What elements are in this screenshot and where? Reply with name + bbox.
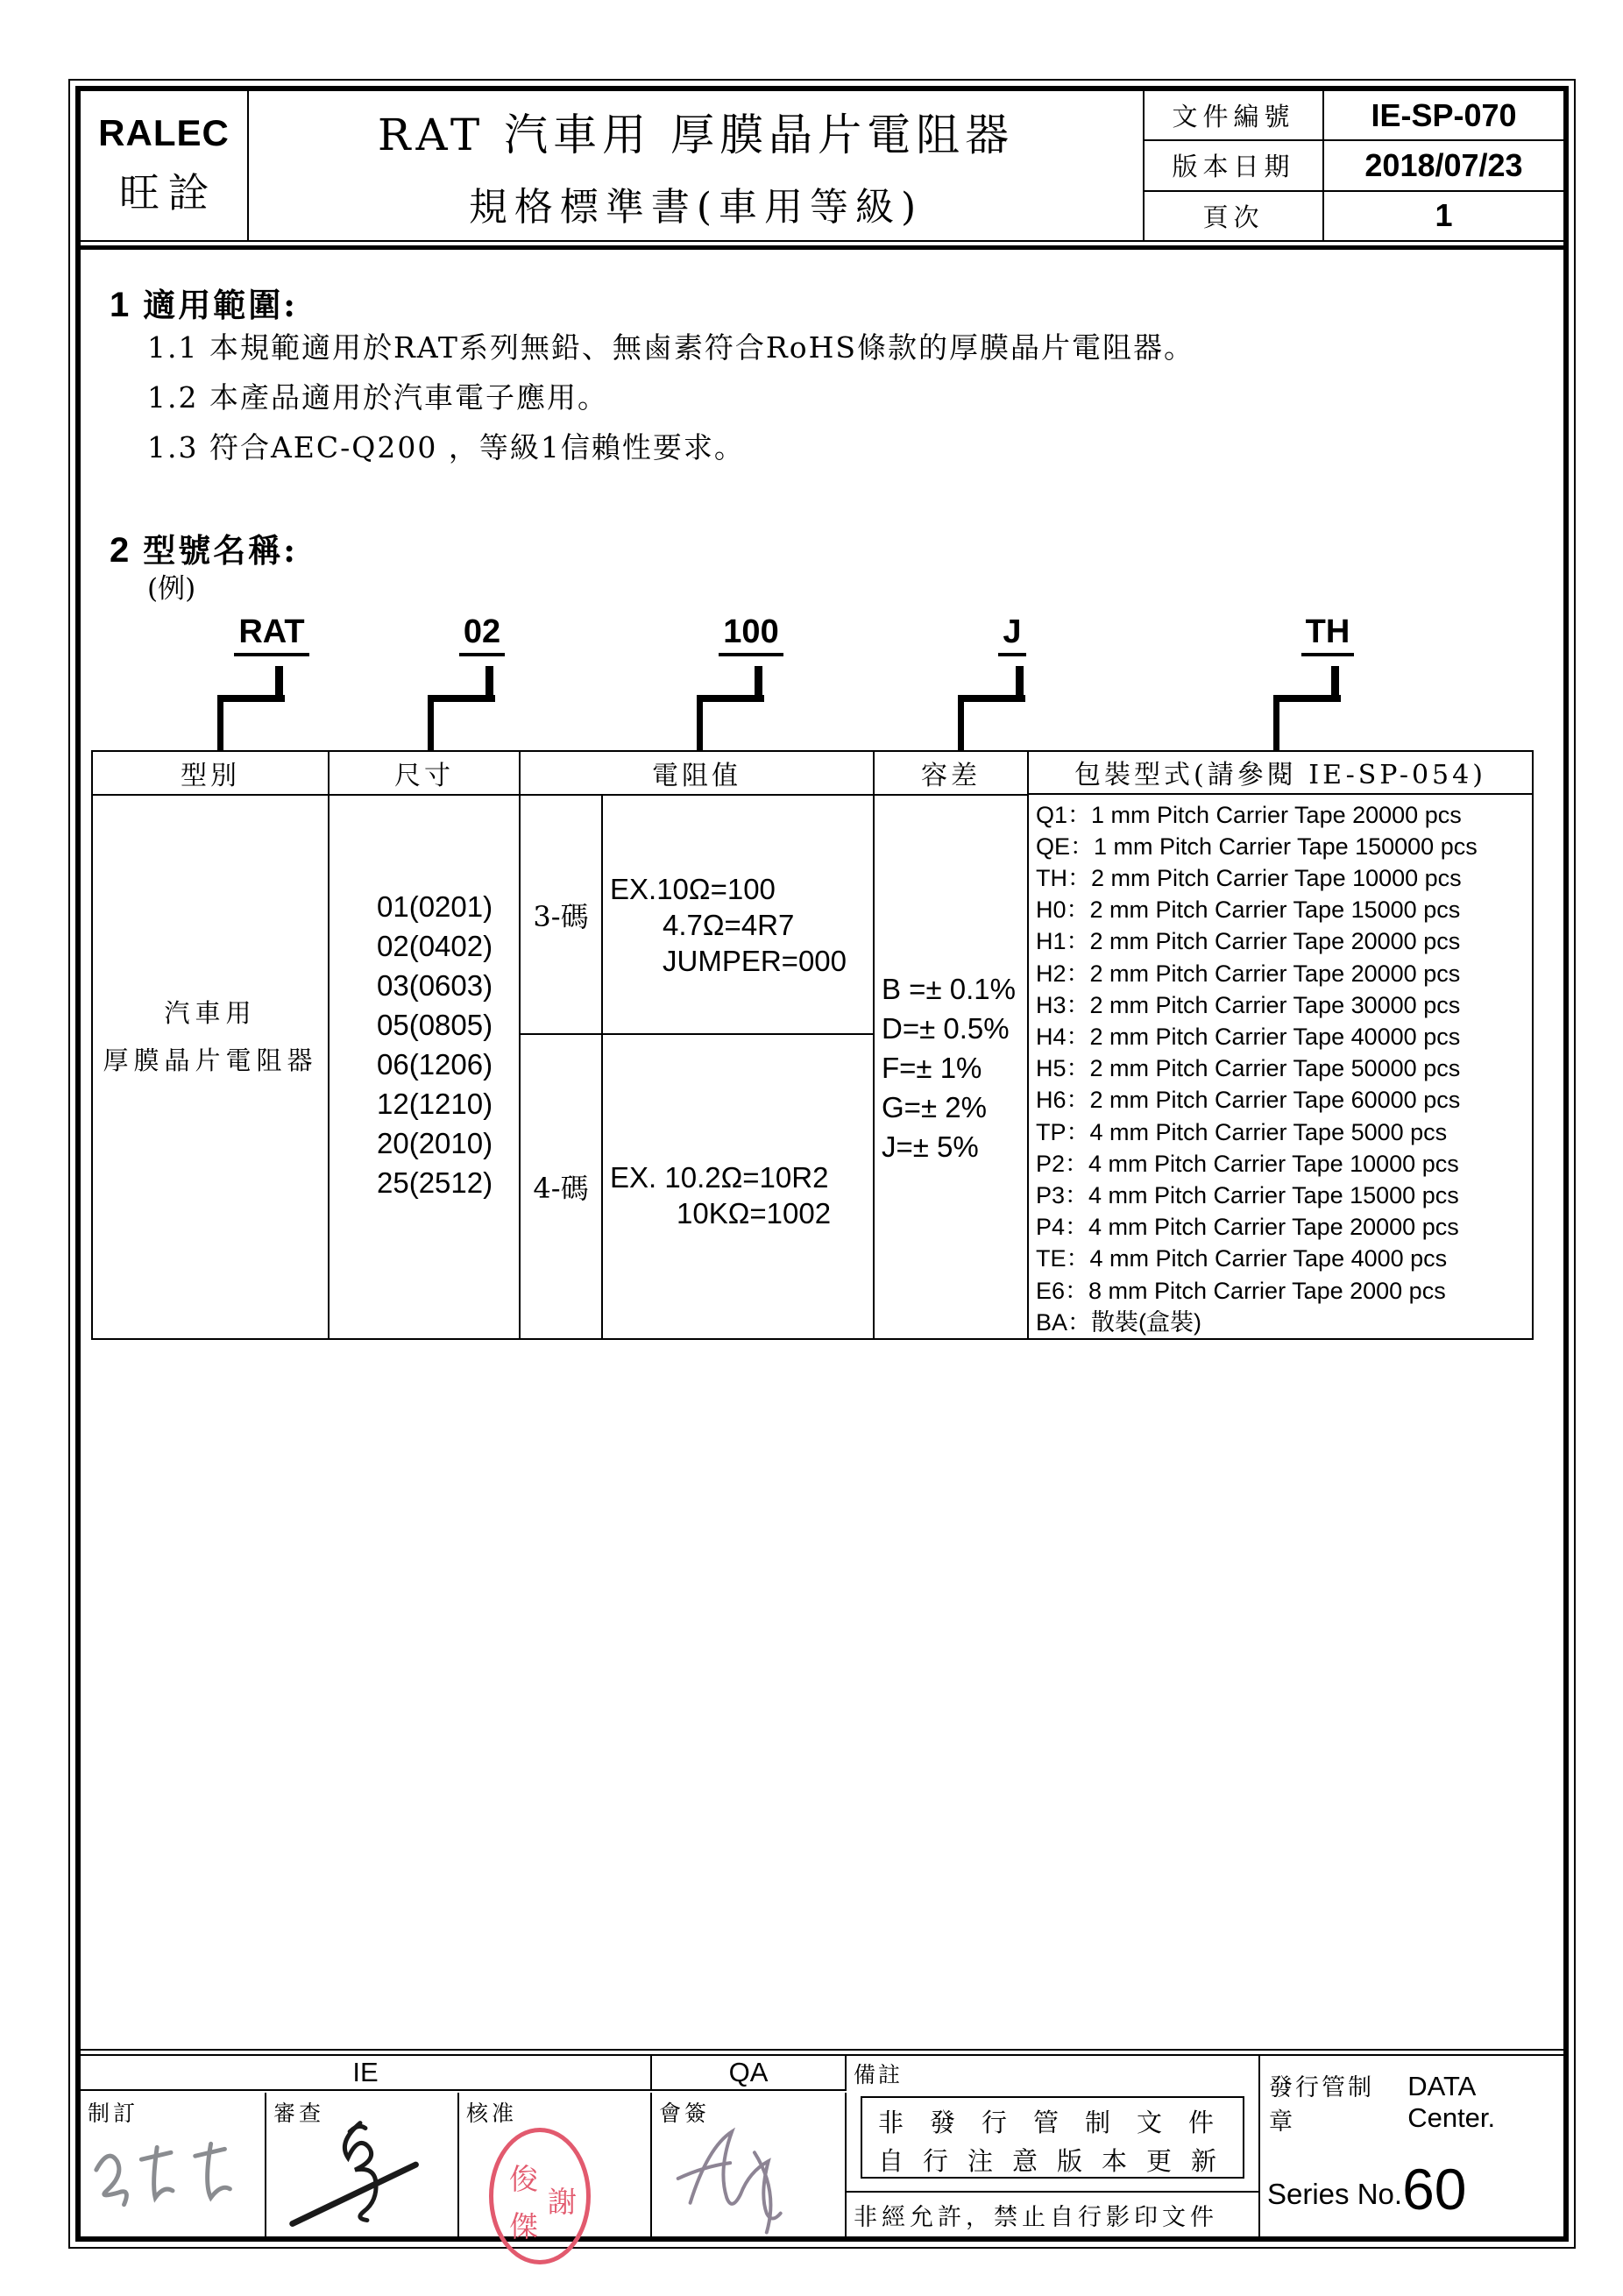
packaging-entry: TH：2 mm Pitch Carrier Tape 10000 pcs bbox=[1036, 864, 1462, 891]
series-number bbox=[1267, 2157, 1467, 2222]
dept-ie-header bbox=[81, 2056, 652, 2091]
dept-ie-label: IE bbox=[352, 2057, 379, 2087]
signature-reviewed bbox=[266, 2117, 457, 2236]
packaging-entry: Q1：1 mm Pitch Carrier Tape 20000 pcs bbox=[1036, 801, 1462, 828]
column-tolerance bbox=[875, 752, 1029, 1338]
column-tolerance-body bbox=[875, 796, 1027, 1338]
section2-number: 2 bbox=[110, 531, 130, 570]
resistance-example: EX.10Ω=100 bbox=[610, 873, 776, 905]
resistance-4digit-examples bbox=[603, 1035, 873, 1338]
section1-title: 適用範圍: bbox=[143, 286, 298, 324]
connector-line bbox=[1273, 695, 1279, 751]
column-resistance-body bbox=[521, 796, 873, 1338]
approval-stamp bbox=[489, 2128, 591, 2264]
sign-label-reviewed: 審查 bbox=[273, 2101, 325, 2126]
remark-box-line2: 自行注意版本更新 bbox=[878, 2146, 1237, 2176]
packaging-entry: P3：4 mm Pitch Carrier Tape 15000 pcs bbox=[1036, 1181, 1459, 1208]
section1-item: 1.2 本產品適用於汽車電子應用。 bbox=[147, 380, 608, 415]
column-packaging-body bbox=[1029, 795, 1532, 1338]
packaging-entry: H5：2 mm Pitch Carrier Tape 50000 pcs bbox=[1036, 1055, 1461, 1082]
connector-line bbox=[697, 695, 764, 702]
issue-control-label: 發行管制章 bbox=[1269, 2074, 1374, 2136]
section1-number: 1 bbox=[110, 286, 130, 324]
connector-line bbox=[428, 695, 495, 702]
resistance-3digit-label: 3-碼 bbox=[521, 796, 603, 1033]
header-table bbox=[81, 91, 1563, 242]
part-code-series: RAT bbox=[210, 613, 333, 656]
column-size bbox=[330, 752, 521, 1338]
resistance-example: JUMPER=000 bbox=[663, 945, 847, 977]
tolerance-entry: J=± 5% bbox=[882, 1130, 979, 1163]
sign-cell-approved bbox=[459, 2093, 652, 2243]
part-code-packaging: TH bbox=[1266, 613, 1389, 656]
section1-heading bbox=[110, 279, 298, 326]
packaging-entry: H6：2 mm Pitch Carrier Tape 60000 pcs bbox=[1036, 1087, 1461, 1114]
size-code: 01(0201) bbox=[377, 890, 493, 923]
tolerance-entry: B =± 0.1% bbox=[882, 973, 1016, 1005]
resistance-3digit-row bbox=[521, 796, 873, 1035]
connector-line bbox=[217, 695, 223, 751]
version-date-label: 版本日期 bbox=[1145, 141, 1324, 189]
connector-line bbox=[428, 695, 434, 751]
column-packaging-header: 包裝型式(請參閱 IE-SP-054) bbox=[1029, 752, 1532, 795]
tolerance-entry: D=± 0.5% bbox=[882, 1012, 1010, 1045]
dept-qa-header bbox=[652, 2056, 847, 2091]
company-name-cjk: 旺詮 bbox=[119, 169, 217, 216]
series-number-value: 60 bbox=[1402, 2157, 1467, 2222]
type-line: 厚膜晶片電阻器 bbox=[103, 1045, 318, 1075]
section1-item: 1.3 符合AEC-Q200 ，等級1信賴性要求。 bbox=[147, 430, 745, 464]
size-code: 20(2010) bbox=[377, 1127, 493, 1159]
series-number-label: Series No. bbox=[1267, 2178, 1403, 2211]
part-code-resistance: 100 bbox=[690, 613, 812, 656]
resistance-example: EX. 10.2Ω=10R2 bbox=[610, 1161, 829, 1194]
company-name-latin: RALEC bbox=[98, 112, 230, 153]
packaging-entry: P2：4 mm Pitch Carrier Tape 10000 pcs bbox=[1036, 1150, 1459, 1177]
packaging-entry: TP：4 mm Pitch Carrier Tape 5000 pcs bbox=[1036, 1118, 1448, 1145]
remark-cell bbox=[847, 2056, 1260, 2236]
page-number-row bbox=[1145, 192, 1563, 240]
header-divider-rule bbox=[81, 245, 1563, 250]
packaging-entry: QE：1 mm Pitch Carrier Tape 150000 pcs bbox=[1036, 833, 1478, 860]
sign-cell-drafted bbox=[81, 2093, 266, 2236]
sign-label-drafted: 制訂 bbox=[88, 2101, 139, 2126]
remark-bottom-text: 非經允許，禁止自行影印文件 bbox=[854, 2204, 1218, 2231]
size-code: 05(0805) bbox=[377, 1009, 493, 1041]
section1-item: 1.1 本規範適用於RAT系列無鉛、無鹵素符合RoHS條款的厚膜晶片電阻器。 bbox=[147, 330, 1194, 365]
column-type bbox=[93, 752, 330, 1338]
document-title-line1: RAT 汽車用 厚膜晶片電阻器 bbox=[377, 110, 1015, 160]
column-resistance bbox=[521, 752, 875, 1338]
column-type-body bbox=[93, 796, 328, 1338]
packaging-entry: BA：散裝(盒裝) bbox=[1036, 1308, 1201, 1336]
size-code-list bbox=[330, 796, 519, 1202]
packaging-entry: H4：2 mm Pitch Carrier Tape 40000 pcs bbox=[1036, 1023, 1461, 1050]
packaging-entry: TE：4 mm Pitch Carrier Tape 4000 pcs bbox=[1036, 1245, 1448, 1272]
sign-label-approved: 核准 bbox=[466, 2101, 518, 2126]
size-code: 06(1206) bbox=[377, 1048, 493, 1081]
remark-label: 備註 bbox=[854, 2062, 904, 2087]
doc-number-row bbox=[1145, 91, 1563, 141]
approval-footer-table bbox=[81, 2054, 1563, 2243]
doc-number-value: IE-SP-070 bbox=[1371, 96, 1517, 133]
example-note: (例) bbox=[147, 573, 196, 605]
column-resistance-header: 電阻值 bbox=[521, 752, 873, 796]
stamp-char: 謝 bbox=[548, 2185, 577, 2219]
resistance-3digit-examples bbox=[603, 796, 873, 1033]
issue-control-cell bbox=[1260, 2056, 1563, 2236]
packaging-entry: E6：8 mm Pitch Carrier Tape 2000 pcs bbox=[1036, 1277, 1446, 1304]
page-number-value: 1 bbox=[1435, 197, 1453, 234]
issue-control-value: DATA Center. bbox=[1407, 2071, 1496, 2133]
version-date-value: 2018/07/23 bbox=[1364, 146, 1523, 183]
stamp-char: 俊 bbox=[509, 2162, 538, 2196]
connector-line bbox=[217, 695, 285, 702]
column-packaging bbox=[1029, 752, 1532, 1338]
column-size-body bbox=[330, 796, 519, 1338]
doc-number-label: 文件編號 bbox=[1145, 91, 1324, 139]
stamp-char: 傑 bbox=[509, 2209, 538, 2243]
size-code: 03(0603) bbox=[377, 969, 493, 1002]
connector-line bbox=[697, 695, 703, 751]
section2-heading bbox=[110, 524, 298, 571]
part-code-size: 02 bbox=[421, 613, 543, 656]
section1-items bbox=[147, 322, 1194, 472]
sign-cell-countersigned bbox=[652, 2093, 847, 2236]
packaging-entry: P4：4 mm Pitch Carrier Tape 20000 pcs bbox=[1036, 1214, 1459, 1241]
document-title bbox=[249, 91, 1143, 240]
company-logo bbox=[81, 91, 249, 240]
signature-countersigned bbox=[652, 2117, 845, 2236]
dept-qa-label: QA bbox=[728, 2057, 769, 2087]
remark-box-line1: 非發行管制文件 bbox=[878, 2108, 1241, 2137]
packaging-entry: H0：2 mm Pitch Carrier Tape 15000 pcs bbox=[1036, 896, 1461, 924]
packaging-entry: H3：2 mm Pitch Carrier Tape 30000 pcs bbox=[1036, 991, 1461, 1018]
connector-line bbox=[1273, 695, 1341, 702]
sign-label-countersigned: 會簽 bbox=[659, 2101, 711, 2126]
column-tolerance-header: 容差 bbox=[875, 752, 1027, 796]
part-number-table bbox=[91, 750, 1534, 1340]
resistance-4digit-label: 4-碼 bbox=[521, 1035, 603, 1338]
packaging-entry: H1：2 mm Pitch Carrier Tape 20000 pcs bbox=[1036, 928, 1461, 955]
remark-divider bbox=[847, 2191, 1260, 2193]
tolerance-entry: G=± 2% bbox=[882, 1091, 987, 1123]
tolerance-entry: F=± 1% bbox=[882, 1052, 982, 1084]
connector-line bbox=[958, 695, 964, 751]
type-line: 汽車用 bbox=[164, 997, 257, 1028]
column-size-header: 尺寸 bbox=[330, 752, 519, 796]
document-info-table bbox=[1143, 91, 1563, 240]
document-title-line2: 規格標準書(車用等級) bbox=[468, 185, 924, 230]
packaging-entry: H2：2 mm Pitch Carrier Tape 20000 pcs bbox=[1036, 960, 1461, 987]
footer-divider-rule bbox=[81, 2049, 1563, 2051]
size-code: 12(1210) bbox=[377, 1088, 493, 1120]
resistance-example: 10KΩ=1002 bbox=[677, 1197, 832, 1229]
packaging-list bbox=[1029, 795, 1532, 1338]
remark-box bbox=[861, 2096, 1244, 2179]
tolerance-list bbox=[875, 796, 1027, 1166]
size-code: 25(2512) bbox=[377, 1166, 493, 1199]
size-code: 02(0402) bbox=[377, 930, 493, 962]
resistance-example: 4.7Ω=4R7 bbox=[663, 909, 795, 941]
connector-line bbox=[958, 695, 1025, 702]
version-date-row bbox=[1145, 141, 1563, 191]
resistance-4digit-row bbox=[521, 1035, 873, 1338]
sign-cell-reviewed bbox=[266, 2093, 459, 2236]
column-type-header: 型別 bbox=[93, 752, 328, 796]
page-number-label: 頁次 bbox=[1145, 192, 1324, 240]
part-code-tolerance: J bbox=[951, 613, 1074, 656]
signature-drafted bbox=[81, 2117, 265, 2236]
section2-title: 型號名稱: bbox=[143, 531, 298, 570]
